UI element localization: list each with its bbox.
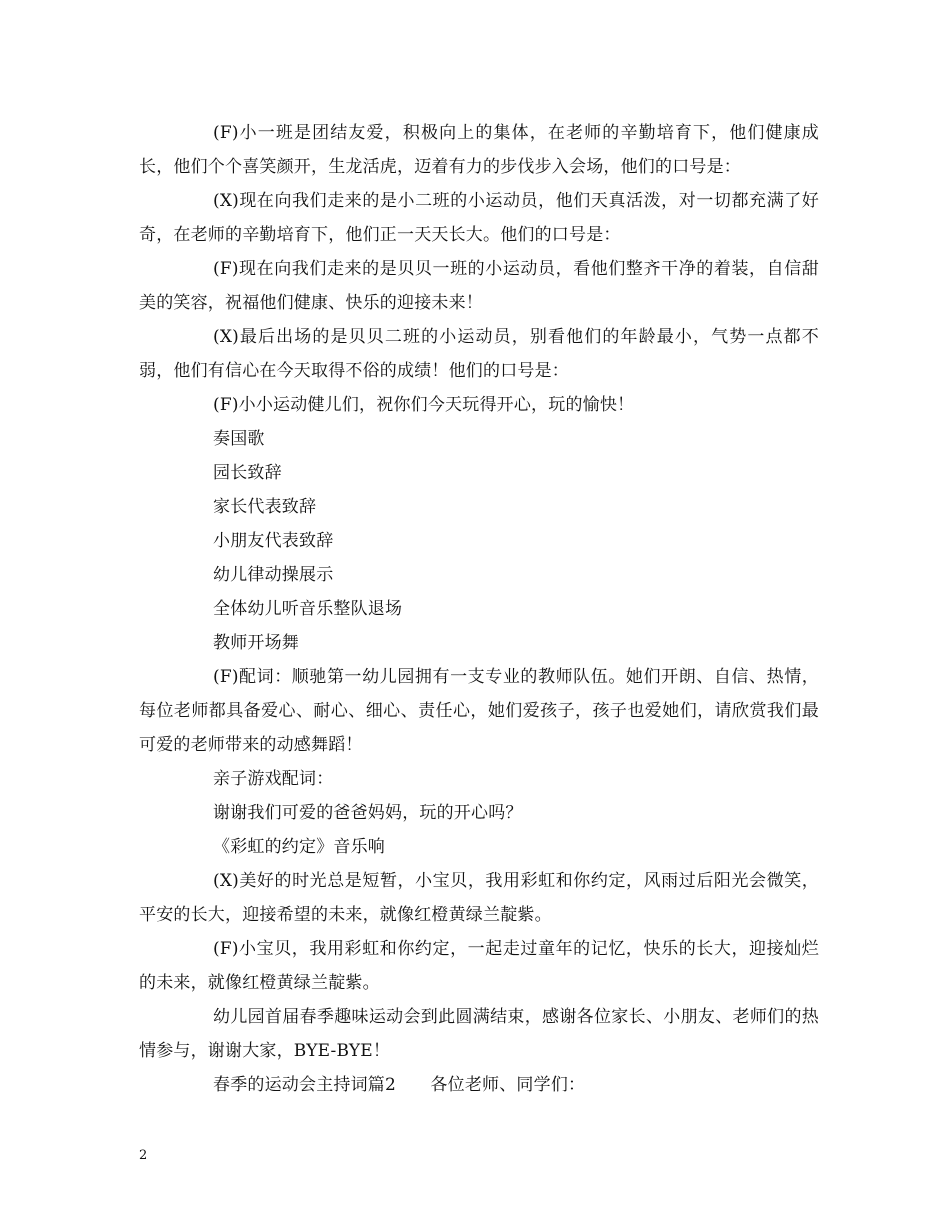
paragraph-parent-child-game-title: 亲子游戏配词： [213,769,334,789]
paragraph-rainbow-f: (F)小宝贝，我用彩虹和你约定，一起走过童年的记忆，快乐的长大，迎接灿烂的未来，就像红橙黄绿兰靛紫。 [139,939,819,993]
program-item-anthem: 奏国歌 [213,429,265,449]
paragraph-rainbow-x: (X)美好的时光总是短暂，小宝贝，我用彩虹和你约定，风雨过后阳光会微笑，平安的长大，迎接希望的未来，就像红橙黄绿兰靛紫。 [139,871,819,925]
paragraph-parent-thanks: 谢谢我们可爱的爸爸妈妈，玩的开心吗？ [213,803,523,823]
paragraph-beibei-1-intro: (F)现在向我们走来的是贝贝一班的小运动员，看他们整齐干净的着装，自信甜美的笑容，祝福他们健康、快乐的迎接未来！ [139,259,819,313]
document-body [139,116,819,1102]
paragraph-class-2-intro: (X)现在向我们走来的是小二班的小运动员，他们天真活泼，对一切都充满了好奇，在老师的辛勤培育下，他们正一天天长大。他们的口号是： [139,191,819,245]
program-item-principal-speech: 园长致辞 [213,463,282,483]
paragraph-rainbow-music: 《彩虹的约定》音乐响 [213,837,385,857]
paragraph-beibei-2-intro: (X)最后出场的是贝贝二班的小运动员，别看他们的年龄最小，气势一点都不弱，他们有信心在今天取得不俗的成绩！他们的口号是： [139,327,819,381]
program-item-parent-speech: 家长代表致辞 [213,497,317,517]
paragraph-class-1-intro: (F)小一班是团结友爱，积极向上的集体，在老师的辛勤培育下，他们健康成长，他们个个喜笑颜开，生龙活虎，迈着有力的步伐步入会场，他们的口号是： [139,123,819,177]
paragraph-next-section-heading: 春季的运动会主持词篇2 各位老师、同学们： [213,1075,586,1095]
program-item-child-speech: 小朋友代表致辞 [213,531,334,551]
program-item-teacher-dance: 教师开场舞 [213,633,299,653]
paragraph-wishes: (F)小小运动健儿们，祝你们今天玩得开心，玩的愉快！ [213,395,635,415]
program-item-exit-march: 全体幼儿听音乐整队退场 [213,599,403,619]
page-number: 2 [139,1148,148,1163]
paragraph-closing: 幼儿园首届春季趣味运动会到此圆满结束，感谢各位家长、小朋友、老师们的热情参与，谢谢大家，BYE-BYE！ [139,1007,819,1061]
program-item-rhythm-exercise: 幼儿律动操展示 [213,565,334,585]
paragraph-teacher-dance-intro: (F)配词：顺驰第一幼儿园拥有一支专业的教师队伍。她们开朗、自信、热情，每位老师都具备爱心、耐心、细心、责任心，她们爱孩子，孩子也爱她们，请欣赏我们最可爱的老师带来的动感舞蹈！ [139,667,819,755]
